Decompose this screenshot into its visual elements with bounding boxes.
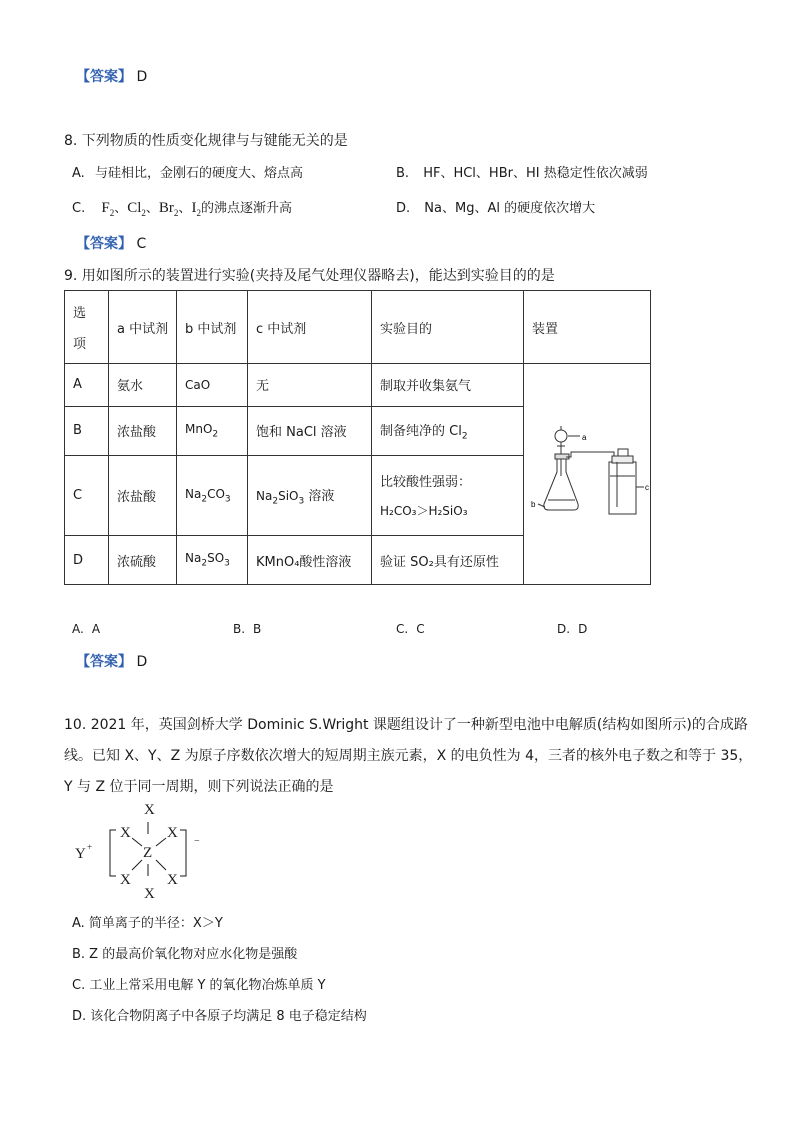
- formula-cl2: $Cl_2$: [127, 200, 146, 218]
- cell-c: 饱和 NaCl 溶液: [248, 406, 372, 455]
- svg-text:Y: Y: [75, 846, 86, 862]
- answer-q7: [76, 66, 147, 86]
- svg-text:X: X: [144, 802, 155, 818]
- svg-text:X: X: [167, 825, 178, 841]
- q8-option-c: C. $F_2$、$Cl_2$、$Br_2$、$I_2$的沸点逐渐升高: [72, 200, 292, 218]
- formula-br2: $Br_2$: [158, 200, 179, 218]
- cell-a: 氨水: [109, 364, 177, 407]
- q10-stem-line2: 线。已知 X、Y、Z 为原子序数依次增大的短周期主族元素，X 的电负性为 4，三者的核外电子数之和等于 35，: [64, 748, 753, 764]
- cell-option: B: [65, 406, 109, 455]
- cell-b: $Na_2CO_3$: [177, 455, 248, 535]
- answer-value: D: [136, 69, 148, 85]
- svg-text:Z: Z: [143, 845, 153, 861]
- table-row: [65, 364, 651, 407]
- cell-option: A: [65, 364, 109, 407]
- svg-text:+: +: [87, 842, 93, 852]
- option-text: 的沸点逐渐升高: [200, 201, 292, 216]
- q8-option-d: [396, 197, 595, 216]
- option-text: Na、Mg、Al 的硬度依次增大: [424, 201, 596, 216]
- header-option: 选 项: [65, 291, 109, 364]
- q10-option-b: B. Z 的最高价氧化物对应水化物是强酸: [72, 947, 298, 962]
- q10-option-c: C. 工业上常采用电解 Y 的氧化物冶炼单质 Y: [72, 978, 326, 993]
- option-text: 与硅相比，金刚石的硬度大、熔点高: [94, 166, 303, 181]
- q8-option-a: [72, 162, 303, 181]
- q9-option-b: B. B: [233, 622, 262, 636]
- q9-table: [64, 290, 651, 585]
- q9-option-d: D. D: [557, 622, 588, 636]
- cell-c: KMnO₄酸性溶液: [248, 536, 372, 585]
- cell-c: 无: [248, 364, 372, 407]
- cell-b: MnO$_2$: [177, 406, 248, 455]
- cell-option: C: [65, 455, 109, 535]
- cell-a: 浓盐酸: [109, 455, 177, 535]
- table-header-row: [65, 291, 651, 364]
- q10-stem-line3: Y 与 Z 位于同一周期，则下列说法正确的是: [64, 779, 334, 795]
- label-a: a: [582, 433, 587, 442]
- option-letter: A.: [72, 166, 85, 181]
- cell-a: 浓盐酸: [109, 406, 177, 455]
- header-device: 装置: [524, 291, 651, 364]
- header-goal: 实验目的: [372, 291, 524, 364]
- svg-text:X: X: [167, 872, 178, 888]
- answer-q8: [76, 233, 146, 253]
- answer-bracket: 【答案】: [76, 654, 132, 670]
- answer-value: C: [136, 236, 147, 252]
- svg-text:−: −: [194, 836, 200, 847]
- formula-f2: $F_2$: [101, 200, 115, 218]
- cell-b: CaO: [177, 364, 248, 407]
- answer-q9: [76, 651, 147, 671]
- answer-value: D: [136, 654, 148, 670]
- label-c: c: [645, 483, 649, 492]
- q10-option-a: A. 简单离子的半径：X＞Y: [72, 916, 223, 931]
- q9-stem: 9. 用如图所示的装置进行实验(夹持及尾气处理仪器略去)，能达到实验目的的是: [64, 268, 555, 284]
- cell-a: 浓硫酸: [109, 536, 177, 585]
- option-text: HF、HCl、HBr、HI 热稳定性依次减弱: [423, 166, 648, 181]
- q9-option-c: C. C: [396, 622, 425, 636]
- cell-goal: 验证 SO₂具有还原性: [372, 536, 524, 585]
- q8-option-b: [396, 162, 648, 181]
- option-letter: D.: [396, 201, 411, 216]
- formula-i2: $I_2$: [191, 200, 201, 218]
- ion-structure-diagram: [70, 800, 220, 902]
- q8-stem: 8. 下列物质的性质变化规律与与键能无关的是: [64, 133, 348, 149]
- answer-bracket: 【答案】: [76, 236, 132, 252]
- cell-goal: 比较酸性强弱： H₂CO₃＞H₂SiO₃: [372, 455, 524, 535]
- header-a: a 中试剂: [109, 291, 177, 364]
- svg-text:X: X: [120, 872, 131, 888]
- option-letter: C.: [72, 201, 86, 216]
- q10-stem-line1: 10. 2021 年，英国剑桥大学 Dominic S.Wright 课题组设计了一种新型电池中电解质(结构如图所示)的合成路: [64, 717, 748, 733]
- q9-option-a: A. A: [72, 622, 101, 636]
- cell-c: $Na_2SiO_3$ 溶液: [248, 455, 372, 535]
- cell-goal: 制取并收集氨气: [372, 364, 524, 407]
- q10-option-d: D. 该化合物阴离子中各原子均满足 8 电子稳定结构: [72, 1009, 367, 1024]
- svg-text:X: X: [120, 825, 131, 841]
- cell-apparatus: [524, 364, 651, 585]
- label-b: b: [531, 500, 536, 509]
- apparatus-diagram: [524, 364, 650, 580]
- header-c: c 中试剂: [248, 291, 372, 364]
- svg-text:X: X: [144, 886, 155, 902]
- cell-goal: 制备纯净的 $Cl_2$: [372, 406, 524, 455]
- cell-b: $Na_2SO_3$: [177, 536, 248, 585]
- cell-option: D: [65, 536, 109, 585]
- answer-bracket: 【答案】: [76, 69, 132, 85]
- option-letter: B.: [396, 166, 410, 181]
- header-b: b 中试剂: [177, 291, 248, 364]
